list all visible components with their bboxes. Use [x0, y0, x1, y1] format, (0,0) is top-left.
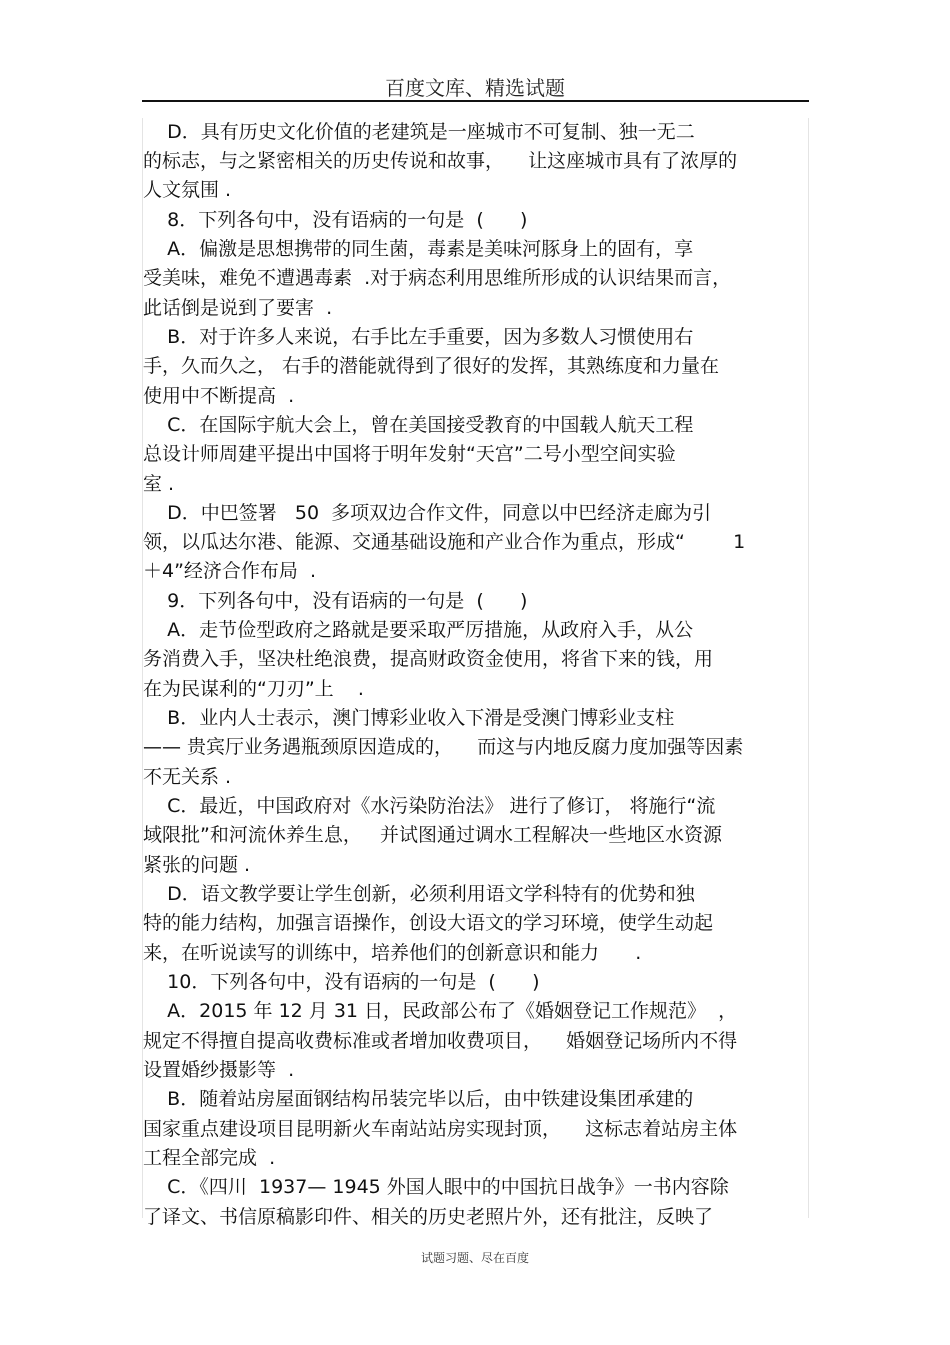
text-line: C．最近，中国政府对《水污染防治法》 进行了修订， 将施行“流	[143, 795, 716, 817]
header-divider	[142, 100, 809, 102]
text-line: 使用中不断提高 .	[143, 385, 295, 407]
text-line: 9．下列各句中，没有语病的一句是 ( )	[143, 590, 528, 612]
text-line: 不无关系 .	[143, 766, 232, 788]
text-line: 国家重点建设项目昆明新火车南站站房实现封顶， 这标志着站房主体	[143, 1118, 738, 1140]
text-line: D．语文教学要让学生创新，必须利用语文学科特有的优势和独	[143, 883, 695, 905]
text-line: —— 贵宾厅业务遇瓶颈原因造成的， 而这与内地反腐力度加强等因素	[143, 736, 744, 758]
text-line: B．业内人士表示，澳门博彩业收入下滑是受澳门博彩业支柱	[143, 707, 675, 729]
page-header-title: 百度文库、精选试题	[385, 76, 565, 100]
text-line: 在为民谋利的“刀刃”上 .	[143, 678, 364, 700]
text-line: 紧张的问题 .	[143, 854, 251, 876]
text-line: 务消费入手，坚决杜绝浪费，提高财政资金使用，将省下来的钱，用	[143, 648, 714, 670]
text-line: A．偏激是思想携带的同生菌，毒素是美味河豚身上的固有，享	[143, 238, 694, 260]
text-line: 了译文、书信原稿影印件、相关的历史老照片外，还有批注，反映了	[143, 1206, 714, 1228]
text-line: 人文氛围 .	[143, 179, 232, 201]
text-line: 工程全部完成 .	[143, 1147, 276, 1169]
text-line: 室 .	[143, 473, 175, 495]
text-line: 规定不得擅自提高收费标准或者增加收费项目， 婚姻登记场所内不得	[143, 1030, 738, 1052]
page-footer: 试题习题、尽在百度	[420, 1251, 529, 1265]
text-line: 域限批”和河流休养生息， 并试图通过调水工程解决一些地区水资源	[143, 824, 722, 846]
text-line: C．在国际宇航大会上，曾在美国接受教育的中国载人航天工程	[143, 414, 694, 436]
text-line: B．对于许多人来说，右手比左手重要，因为多数人习惯使用右	[143, 326, 694, 348]
text-line: ＋4”经济合作布局 .	[143, 560, 317, 582]
text-line: 受美味，难免不遭遇毒素 .对于病态利用思维所形成的认识结果而言，	[143, 267, 732, 289]
text-line: 特的能力结构，加强言语操作，创设大语文的学习环境，使学生动起	[143, 912, 714, 934]
text-line: 来，在听说读写的训练中，培养他们的创新意识和能力 .	[143, 942, 642, 964]
text-line: A．2015 年 12 月 31 日，民政部公布了《婚姻登记工作规范》 ，	[143, 1000, 738, 1022]
text-line: 8．下列各句中，没有语病的一句是 ( )	[143, 209, 528, 231]
text-line: 设置婚纱摄影等 .	[143, 1059, 295, 1081]
text-line: 此话倒是说到了要害 .	[143, 297, 333, 319]
text-line: 的标志，与之紧密相关的历史传说和故事， 让这座城市具有了浓厚的	[143, 150, 738, 172]
text-line: A．走节俭型政府之路就是要采取严厉措施，从政府入手，从公	[143, 619, 694, 641]
text-line: B．随着站房屋面钢结构吊装完毕以后，由中铁建设集团承建的	[143, 1088, 694, 1110]
text-line: D．中巴签署 50 多项双边合作文件，同意以中巴经济走廊为引	[143, 502, 712, 524]
text-line: D．具有历史文化价值的老建筑是一座城市不可复制、独一无二	[143, 121, 695, 143]
text-line: 总设计师周建平提出中国将于明年发射“天宫”二号小型空间实验	[143, 443, 676, 465]
text-line: C．《四川 1937— 1945 外国人眼中的中国抗日战争》一书内容除	[143, 1176, 729, 1198]
text-line: 领，以瓜达尔港、能源、交通基础设施和产业合作为重点，形成“ 1	[143, 531, 746, 553]
text-line: 手，久而久之， 右手的潜能就得到了很好的发挥，其熟练度和力量在	[143, 355, 720, 377]
text-line: 10．下列各句中，没有语病的一句是 ( )	[143, 971, 540, 993]
document-body	[142, 118, 809, 1228]
